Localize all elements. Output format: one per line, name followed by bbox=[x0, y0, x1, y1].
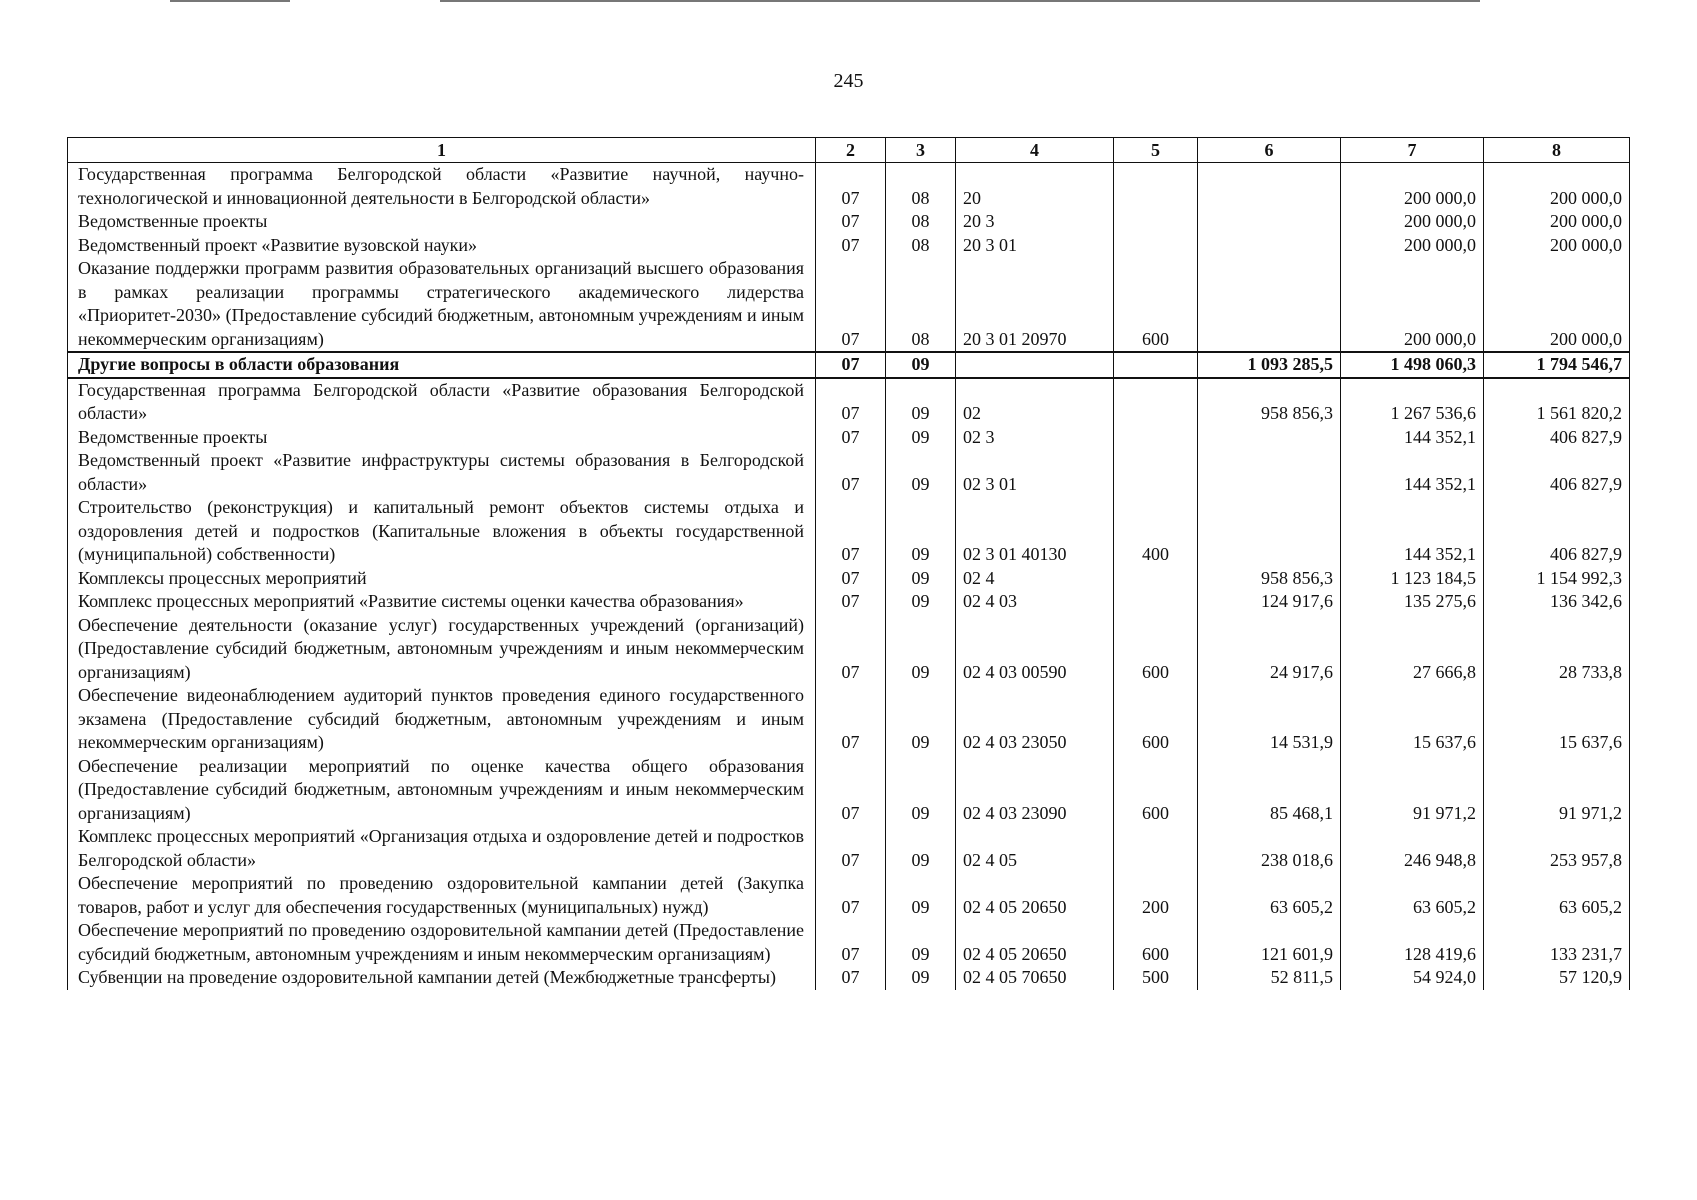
column-header: 8 bbox=[1484, 138, 1630, 163]
subsection-code-cell: 09 bbox=[886, 378, 956, 426]
amount-col7-cell: 144 352,1 bbox=[1341, 449, 1484, 496]
amount-col8-cell: 406 827,9 bbox=[1484, 449, 1630, 496]
header-row bbox=[68, 138, 1630, 163]
section-code-cell: 07 bbox=[816, 449, 886, 496]
expense-type-code-cell: 600 bbox=[1114, 614, 1198, 685]
section-code-cell: 07 bbox=[816, 919, 886, 966]
row-name-cell: Другие вопросы в области образования bbox=[68, 352, 816, 378]
column-header: 4 bbox=[956, 138, 1114, 163]
amount-col7-cell: 1 123 184,5 bbox=[1341, 567, 1484, 591]
subsection-code-cell: 09 bbox=[886, 426, 956, 450]
page-number: 245 bbox=[833, 70, 864, 92]
target-article-code-cell: 02 4 03 23090 bbox=[956, 755, 1114, 826]
row-name-cell: Субвенции на проведение оздоровительной кампании детей (Межбюджетные трансферты) bbox=[68, 966, 816, 990]
amount-col8-cell: 1 561 820,2 bbox=[1484, 378, 1630, 426]
subsection-code-cell: 09 bbox=[886, 567, 956, 591]
row-name-cell: Обеспечение мероприятий по проведению оздоровительной кампании детей (Предоставление субсидий бюджетным, автономным учреждениям и иным некоммерческим организациям) bbox=[68, 919, 816, 966]
row-name-cell: Ведомственные проекты bbox=[68, 426, 816, 450]
amount-col6-cell: 958 856,3 bbox=[1198, 567, 1341, 591]
row-name-cell: Обеспечение реализации мероприятий по оценке качества общего образования (Предоставление субсидий бюджетным, автономным учреждениям и иным некоммерческим организациям) bbox=[68, 755, 816, 826]
target-article-code-cell: 02 4 03 bbox=[956, 590, 1114, 614]
table-row bbox=[68, 755, 1630, 826]
amount-col6-cell: 1 093 285,5 bbox=[1198, 352, 1341, 378]
row-name-cell: Комплексы процессных мероприятий bbox=[68, 567, 816, 591]
table-row bbox=[68, 449, 1630, 496]
column-header: 7 bbox=[1341, 138, 1484, 163]
amount-col7-cell: 63 605,2 bbox=[1341, 872, 1484, 919]
amount-col8-cell: 133 231,7 bbox=[1484, 919, 1630, 966]
expense-type-code-cell: 600 bbox=[1114, 919, 1198, 966]
subsection-code-cell: 09 bbox=[886, 966, 956, 990]
amount-col8-cell: 1 794 546,7 bbox=[1484, 352, 1630, 378]
subsection-code-cell: 09 bbox=[886, 872, 956, 919]
section-code-cell: 07 bbox=[816, 378, 886, 426]
subsection-code-cell: 09 bbox=[886, 684, 956, 755]
section-code-cell: 07 bbox=[816, 352, 886, 378]
table-row bbox=[68, 257, 1630, 352]
subsection-code-cell: 09 bbox=[886, 496, 956, 567]
column-header: 6 bbox=[1198, 138, 1341, 163]
amount-col7-cell: 128 419,6 bbox=[1341, 919, 1484, 966]
row-name-cell: Обеспечение видеонаблюдением аудиторий пунктов проведения единого государственного экзамена (Предоставление субсидий бюджетным, автономным учреждениям и иным некоммерческим организациям) bbox=[68, 684, 816, 755]
table-row bbox=[68, 163, 1630, 211]
subsection-code-cell: 08 bbox=[886, 163, 956, 211]
section-code-cell: 07 bbox=[816, 426, 886, 450]
amount-col7-cell: 200 000,0 bbox=[1341, 234, 1484, 258]
target-article-code-cell: 02 3 01 40130 bbox=[956, 496, 1114, 567]
table-body bbox=[68, 163, 1630, 990]
section-code-cell: 07 bbox=[816, 755, 886, 826]
amount-col8-cell: 63 605,2 bbox=[1484, 872, 1630, 919]
row-name-cell: Обеспечение деятельности (оказание услуг) государственных учреждений (организаций) (Предоставление субсидий бюджетным, автономным учреждениям и иным некоммерческим организациям) bbox=[68, 614, 816, 685]
amount-col8-cell: 57 120,9 bbox=[1484, 966, 1630, 990]
table-row bbox=[68, 234, 1630, 258]
amount-col6-cell: 85 468,1 bbox=[1198, 755, 1341, 826]
row-name-cell: Государственная программа Белгородской области «Развитие образования Белгородской области» bbox=[68, 378, 816, 426]
column-header: 2 bbox=[816, 138, 886, 163]
subsection-code-cell: 08 bbox=[886, 210, 956, 234]
amount-col7-cell: 27 666,8 bbox=[1341, 614, 1484, 685]
amount-col8-cell: 136 342,6 bbox=[1484, 590, 1630, 614]
amount-col6-cell bbox=[1198, 449, 1341, 496]
target-article-code-cell: 02 3 bbox=[956, 426, 1114, 450]
amount-col6-cell bbox=[1198, 163, 1341, 211]
amount-col7-cell: 91 971,2 bbox=[1341, 755, 1484, 826]
amount-col7-cell: 15 637,6 bbox=[1341, 684, 1484, 755]
table-row-section-total bbox=[68, 352, 1630, 378]
amount-col6-cell bbox=[1198, 210, 1341, 234]
scan-artifact-line bbox=[170, 0, 290, 2]
amount-col6-cell bbox=[1198, 496, 1341, 567]
table-row bbox=[68, 684, 1630, 755]
expense-type-code-cell bbox=[1114, 825, 1198, 872]
table-row bbox=[68, 919, 1630, 966]
expense-type-code-cell bbox=[1114, 352, 1198, 378]
row-name-cell: Комплекс процессных мероприятий «Организация отдыха и оздоровление детей и подростков Белгородской области» bbox=[68, 825, 816, 872]
target-article-code-cell: 02 4 05 20650 bbox=[956, 919, 1114, 966]
amount-col6-cell: 63 605,2 bbox=[1198, 872, 1341, 919]
amount-col8-cell: 200 000,0 bbox=[1484, 257, 1630, 352]
table-row bbox=[68, 590, 1630, 614]
row-name-cell: Государственная программа Белгородской области «Развитие научной, научно-технологической и инновационной деятельности в Белгородской области» bbox=[68, 163, 816, 211]
table-row bbox=[68, 614, 1630, 685]
row-name-cell: Ведомственный проект «Развитие вузовской науки» bbox=[68, 234, 816, 258]
table-row bbox=[68, 496, 1630, 567]
amount-col7-cell: 200 000,0 bbox=[1341, 210, 1484, 234]
row-name-cell: Обеспечение мероприятий по проведению оздоровительной кампании детей (Закупка товаров, работ и услуг для обеспечения государственных (муниципальных) нужд) bbox=[68, 872, 816, 919]
expense-type-code-cell bbox=[1114, 567, 1198, 591]
table-header bbox=[68, 138, 1630, 163]
amount-col8-cell: 91 971,2 bbox=[1484, 755, 1630, 826]
section-code-cell: 07 bbox=[816, 257, 886, 352]
expense-type-code-cell bbox=[1114, 210, 1198, 234]
amount-col6-cell bbox=[1198, 257, 1341, 352]
expense-type-code-cell: 500 bbox=[1114, 966, 1198, 990]
amount-col6-cell: 52 811,5 bbox=[1198, 966, 1341, 990]
amount-col7-cell: 135 275,6 bbox=[1341, 590, 1484, 614]
section-code-cell: 07 bbox=[816, 496, 886, 567]
column-header: 1 bbox=[68, 138, 816, 163]
amount-col7-cell: 144 352,1 bbox=[1341, 426, 1484, 450]
table-row bbox=[68, 825, 1630, 872]
amount-col6-cell: 958 856,3 bbox=[1198, 378, 1341, 426]
section-code-cell: 07 bbox=[816, 825, 886, 872]
expense-type-code-cell: 200 bbox=[1114, 872, 1198, 919]
amount-col6-cell: 238 018,6 bbox=[1198, 825, 1341, 872]
section-code-cell: 07 bbox=[816, 966, 886, 990]
amount-col8-cell: 253 957,8 bbox=[1484, 825, 1630, 872]
amount-col6-cell: 121 601,9 bbox=[1198, 919, 1341, 966]
amount-col7-cell: 1 267 536,6 bbox=[1341, 378, 1484, 426]
amount-col8-cell: 406 827,9 bbox=[1484, 426, 1630, 450]
amount-col7-cell: 200 000,0 bbox=[1341, 257, 1484, 352]
section-code-cell: 07 bbox=[816, 210, 886, 234]
target-article-code-cell: 20 3 01 20970 bbox=[956, 257, 1114, 352]
table-row bbox=[68, 378, 1630, 426]
section-code-cell: 07 bbox=[816, 684, 886, 755]
column-header: 3 bbox=[886, 138, 956, 163]
amount-col8-cell: 200 000,0 bbox=[1484, 210, 1630, 234]
target-article-code-cell: 02 4 05 20650 bbox=[956, 872, 1114, 919]
amount-col8-cell: 28 733,8 bbox=[1484, 614, 1630, 685]
amount-col6-cell bbox=[1198, 426, 1341, 450]
amount-col8-cell: 200 000,0 bbox=[1484, 234, 1630, 258]
amount-col6-cell: 24 917,6 bbox=[1198, 614, 1341, 685]
expense-type-code-cell: 400 bbox=[1114, 496, 1198, 567]
table-row bbox=[68, 567, 1630, 591]
table-row bbox=[68, 872, 1630, 919]
target-article-code-cell: 02 4 03 00590 bbox=[956, 614, 1114, 685]
amount-col8-cell: 406 827,9 bbox=[1484, 496, 1630, 567]
expense-type-code-cell: 600 bbox=[1114, 257, 1198, 352]
subsection-code-cell: 09 bbox=[886, 352, 956, 378]
expense-type-code-cell bbox=[1114, 449, 1198, 496]
amount-col7-cell: 54 924,0 bbox=[1341, 966, 1484, 990]
expense-type-code-cell: 600 bbox=[1114, 755, 1198, 826]
section-code-cell: 07 bbox=[816, 234, 886, 258]
expense-type-code-cell bbox=[1114, 234, 1198, 258]
amount-col8-cell: 1 154 992,3 bbox=[1484, 567, 1630, 591]
subsection-code-cell: 09 bbox=[886, 449, 956, 496]
amount-col8-cell: 200 000,0 bbox=[1484, 163, 1630, 211]
amount-col7-cell: 1 498 060,3 bbox=[1341, 352, 1484, 378]
target-article-code-cell: 20 3 01 bbox=[956, 234, 1114, 258]
amount-col7-cell: 200 000,0 bbox=[1341, 163, 1484, 211]
subsection-code-cell: 09 bbox=[886, 919, 956, 966]
expense-type-code-cell bbox=[1114, 590, 1198, 614]
subsection-code-cell: 09 bbox=[886, 590, 956, 614]
amount-col8-cell: 15 637,6 bbox=[1484, 684, 1630, 755]
row-name-cell: Оказание поддержки программ развития образовательных организаций высшего образования в рамках реализации программы стратегического академического лидерства «Приоритет-2030» (Предоставление субсидий бюджетным, автономным учреждениям и иным некоммерческим организациям) bbox=[68, 257, 816, 352]
row-name-cell: Строительство (реконструкция) и капитальный ремонт объектов системы отдыха и оздоровления детей и подростков (Капитальные вложения в объекты государственной (муниципальной) собственности) bbox=[68, 496, 816, 567]
target-article-code-cell: 02 4 bbox=[956, 567, 1114, 591]
subsection-code-cell: 08 bbox=[886, 234, 956, 258]
expense-type-code-cell bbox=[1114, 378, 1198, 426]
table-row bbox=[68, 426, 1630, 450]
target-article-code-cell: 02 4 03 23050 bbox=[956, 684, 1114, 755]
amount-col6-cell bbox=[1198, 234, 1341, 258]
row-name-cell: Комплекс процессных мероприятий «Развитие системы оценки качества образования» bbox=[68, 590, 816, 614]
subsection-code-cell: 09 bbox=[886, 825, 956, 872]
target-article-code-cell: 20 bbox=[956, 163, 1114, 211]
target-article-code-cell: 02 4 05 70650 bbox=[956, 966, 1114, 990]
budget-table bbox=[67, 137, 1630, 990]
expense-type-code-cell bbox=[1114, 426, 1198, 450]
section-code-cell: 07 bbox=[816, 590, 886, 614]
target-article-code-cell: 20 3 bbox=[956, 210, 1114, 234]
section-code-cell: 07 bbox=[816, 614, 886, 685]
target-article-code-cell: 02 4 05 bbox=[956, 825, 1114, 872]
row-name-cell: Ведомственный проект «Развитие инфраструктуры системы образования в Белгородской области» bbox=[68, 449, 816, 496]
row-name-cell: Ведомственные проекты bbox=[68, 210, 816, 234]
expense-type-code-cell: 600 bbox=[1114, 684, 1198, 755]
subsection-code-cell: 09 bbox=[886, 614, 956, 685]
table-row bbox=[68, 966, 1630, 990]
amount-col6-cell: 14 531,9 bbox=[1198, 684, 1341, 755]
section-code-cell: 07 bbox=[816, 872, 886, 919]
amount-col7-cell: 246 948,8 bbox=[1341, 825, 1484, 872]
table-row bbox=[68, 210, 1630, 234]
target-article-code-cell: 02 3 01 bbox=[956, 449, 1114, 496]
amount-col6-cell: 124 917,6 bbox=[1198, 590, 1341, 614]
column-header: 5 bbox=[1114, 138, 1198, 163]
section-code-cell: 07 bbox=[816, 163, 886, 211]
target-article-code-cell bbox=[956, 352, 1114, 378]
subsection-code-cell: 09 bbox=[886, 755, 956, 826]
section-code-cell: 07 bbox=[816, 567, 886, 591]
amount-col7-cell: 144 352,1 bbox=[1341, 496, 1484, 567]
scan-artifact-line bbox=[440, 0, 1480, 2]
subsection-code-cell: 08 bbox=[886, 257, 956, 352]
expense-type-code-cell bbox=[1114, 163, 1198, 211]
target-article-code-cell: 02 bbox=[956, 378, 1114, 426]
